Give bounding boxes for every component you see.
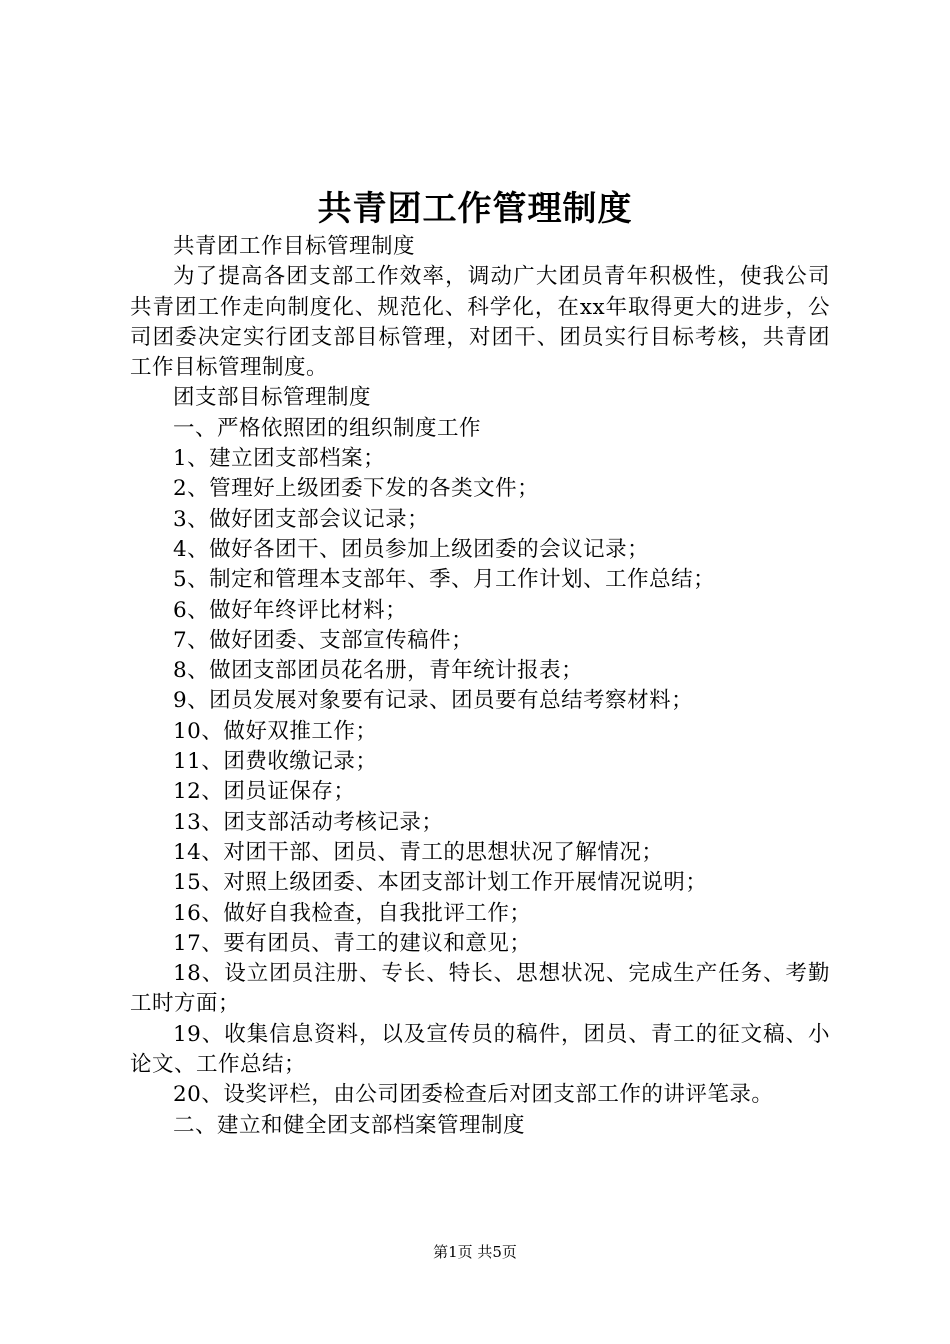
list-item: 19、收集信息资料，以及宣传员的稿件，团员、青工的征文稿、小论文、工作总结； bbox=[130, 1021, 830, 1078]
intro-paragraph: 为了提高各团支部工作效率，调动广大团员青年积极性，使我公司共青团工作走向制度化、规范化、科学化，在xx年取得更大的进步，公司团委决定实行团支部目标管理，对团干、团员实行目标考核，共青团工作目标管理制度。 bbox=[130, 264, 830, 381]
list-item: 7、做好团委、支部宣传稿件； bbox=[173, 627, 474, 653]
list-item: 2、管理好上级团委下发的各类文件； bbox=[173, 476, 540, 502]
list-item: 17、要有团员、青工的建议和意见； bbox=[173, 930, 532, 956]
list-item: 1、建立团支部档案； bbox=[173, 446, 386, 472]
section-heading: 共青团工作目标管理制度 bbox=[173, 234, 416, 259]
document-title: 共青团工作管理制度 bbox=[317, 189, 633, 229]
list-item: 4、做好各团干、团员参加上级团委的会议记录； bbox=[173, 536, 650, 562]
list-item: 14、对团干部、团员、青工的思想状况了解情况； bbox=[173, 839, 664, 865]
document-body bbox=[130, 232, 830, 1141]
list-item: 3、做好团支部会议记录； bbox=[173, 506, 430, 532]
list-item: 10、做好双推工作； bbox=[173, 718, 378, 744]
list-item: 15、对照上级团委、本团支部计划工作开展情况说明； bbox=[173, 870, 708, 896]
list-item: 8、做团支部团员花名册，青年统计报表； bbox=[173, 658, 584, 684]
section-heading: 团支部目标管理制度 bbox=[173, 385, 372, 411]
list-item: 9、团员发展对象要有记录、团员要有总结考察材料； bbox=[173, 688, 694, 714]
subsection-heading: 一、严格依照团的组织制度工作 bbox=[173, 415, 482, 441]
page-footer: 第1页 共5页 bbox=[433, 1243, 517, 1261]
list-item: 11、团费收缴记录； bbox=[173, 749, 378, 775]
list-item: 13、团支部活动考核记录； bbox=[173, 809, 444, 835]
list-item: 6、做好年终评比材料； bbox=[173, 597, 408, 623]
list-item: 5、制定和管理本支部年、季、月工作计划、工作总结； bbox=[173, 567, 716, 593]
list-item: 20、设奖评栏，由公司团委检查后对团支部工作的讲评笔录。 bbox=[173, 1082, 774, 1108]
list-item: 16、做好自我检查，自我批评工作； bbox=[173, 900, 532, 926]
subsection-heading: 二、建立和健全团支部档案管理制度 bbox=[173, 1112, 526, 1138]
list-item: 12、团员证保存； bbox=[173, 779, 356, 805]
list-item: 18、设立团员注册、专长、特长、思想状况、完成生产任务、考勤工时方面； bbox=[130, 961, 830, 1017]
